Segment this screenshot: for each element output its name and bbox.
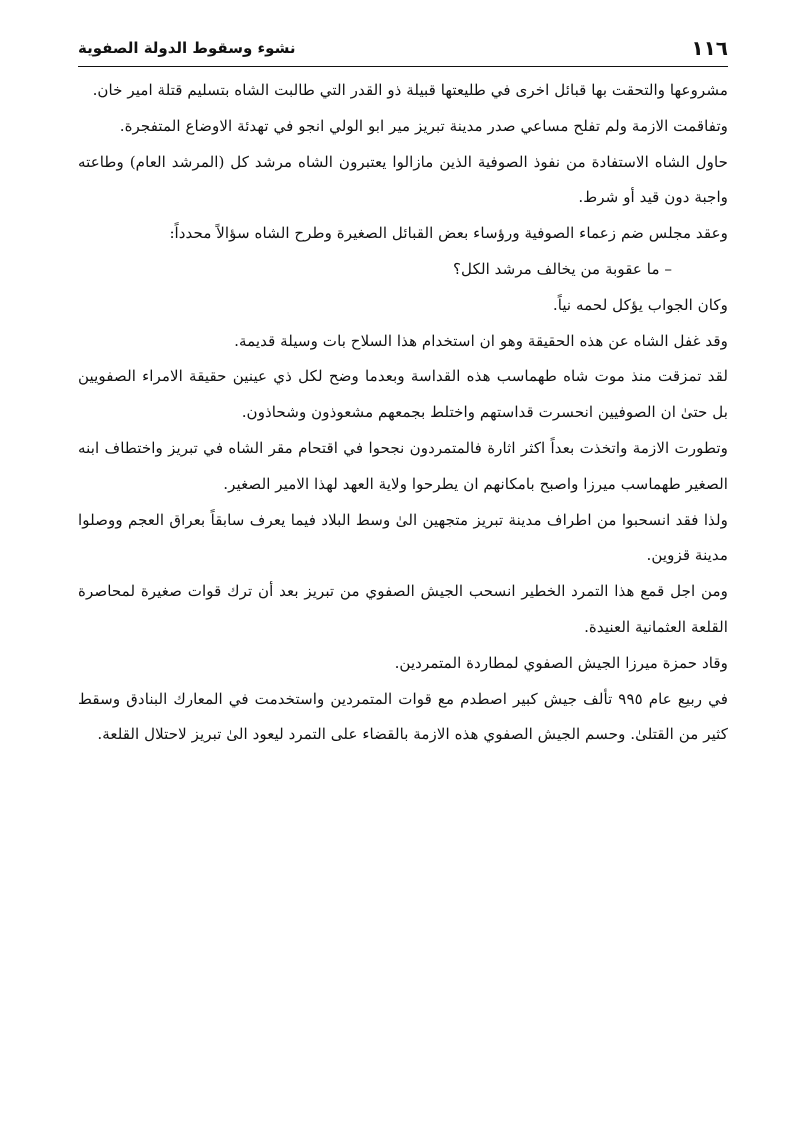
page-body — [78, 73, 728, 753]
paragraph: وقد غفل الشاه عن هذه الحقيقة وهو ان استخدام هذا السلاح بات وسيلة قديمة. — [234, 331, 728, 350]
paragraph: حاول الشاه الاستفادة من نفوذ الصوفية الذين مازالوا يعتبرون الشاه مرشد كل (المرشد العام) وطاعته واجبة دون قيد أو شرط. — [78, 152, 728, 207]
paragraph: وتفاقمت الازمة ولم تفلح مساعي صدر مدينة تبريز مير ابو الولي انجو في تهدئة الاوضاع المتفجرة. — [119, 116, 728, 135]
paragraph: في ربيع عام ٩٩٥ تألف جيش كبير اصطدم مع قوات المتمردين واستخدمت في المعارك البنادق وسقط كثير من القتلىٰ. وحسم الجيش الصفوي هذه الازمة بالقضاء على التمرد ليعود الىٰ تبريز لاحتلال القلعة. — [78, 689, 728, 744]
paragraph: وعقد مجلس ضم زعماء الصوفية ورؤساء بعض القبائل الصغيرة وطرح الشاه سؤالاً محدداً: — [169, 224, 728, 243]
book-page — [78, 26, 728, 1116]
page-number: ١١٦ — [691, 36, 728, 60]
header-divider — [78, 66, 728, 67]
paragraph: ولذا فقد انسحبوا من اطراف مدينة تبريز متجهين الىٰ وسط البلاد فيما يعرف سابقاً بعراق العجم ووصلوا مدينة قزوين. — [78, 510, 728, 565]
page-header — [78, 26, 728, 66]
paragraph: وتطورت الازمة واتخذت بعداً اكثر اثارة فالمتمردون نجحوا في اقتحام مقر الشاه في تبريز واختطاف ابنه الصغير طهماسب ميرزا واصبح بامكانهم ان يطرحوا ولاية العهد لهذا الامير الصغير. — [78, 438, 728, 493]
dialogue-question: – ما عقوبة من يخالف مرشد الكل؟ — [453, 259, 672, 278]
paragraph: لقد تمزقت منذ موت شاه طهماسب هذه القداسة وبعدما وضح لكل ذي عينين حقيقة الامراء الصفويين بل حتىٰ ان الصوفيين انحسرت قداستهم واختلط بجمعهم مشعوذون وشحاذون. — [78, 367, 728, 422]
paragraph: مشروعها والتحقت بها قبائل اخرى في طليعتها قبيلة ذو القدر التي طالبت الشاه بتسليم قتلة امير خان. — [92, 81, 728, 99]
running-title: نشوء وسقوط الدولة الصفوية — [78, 39, 296, 57]
paragraph: وقاد حمزة ميرزا الجيش الصفوي لمطاردة المتمردين. — [394, 653, 728, 672]
paragraph: ومن اجل قمع هذا التمرد الخطير انسحب الجيش الصفوي من تبريز بعد أن ترك قوات صغيرة لمحاصرة القلعة العثمانية العنيدة. — [78, 582, 728, 636]
paragraph: وكان الجواب يؤكل لحمه نياً. — [552, 295, 728, 314]
